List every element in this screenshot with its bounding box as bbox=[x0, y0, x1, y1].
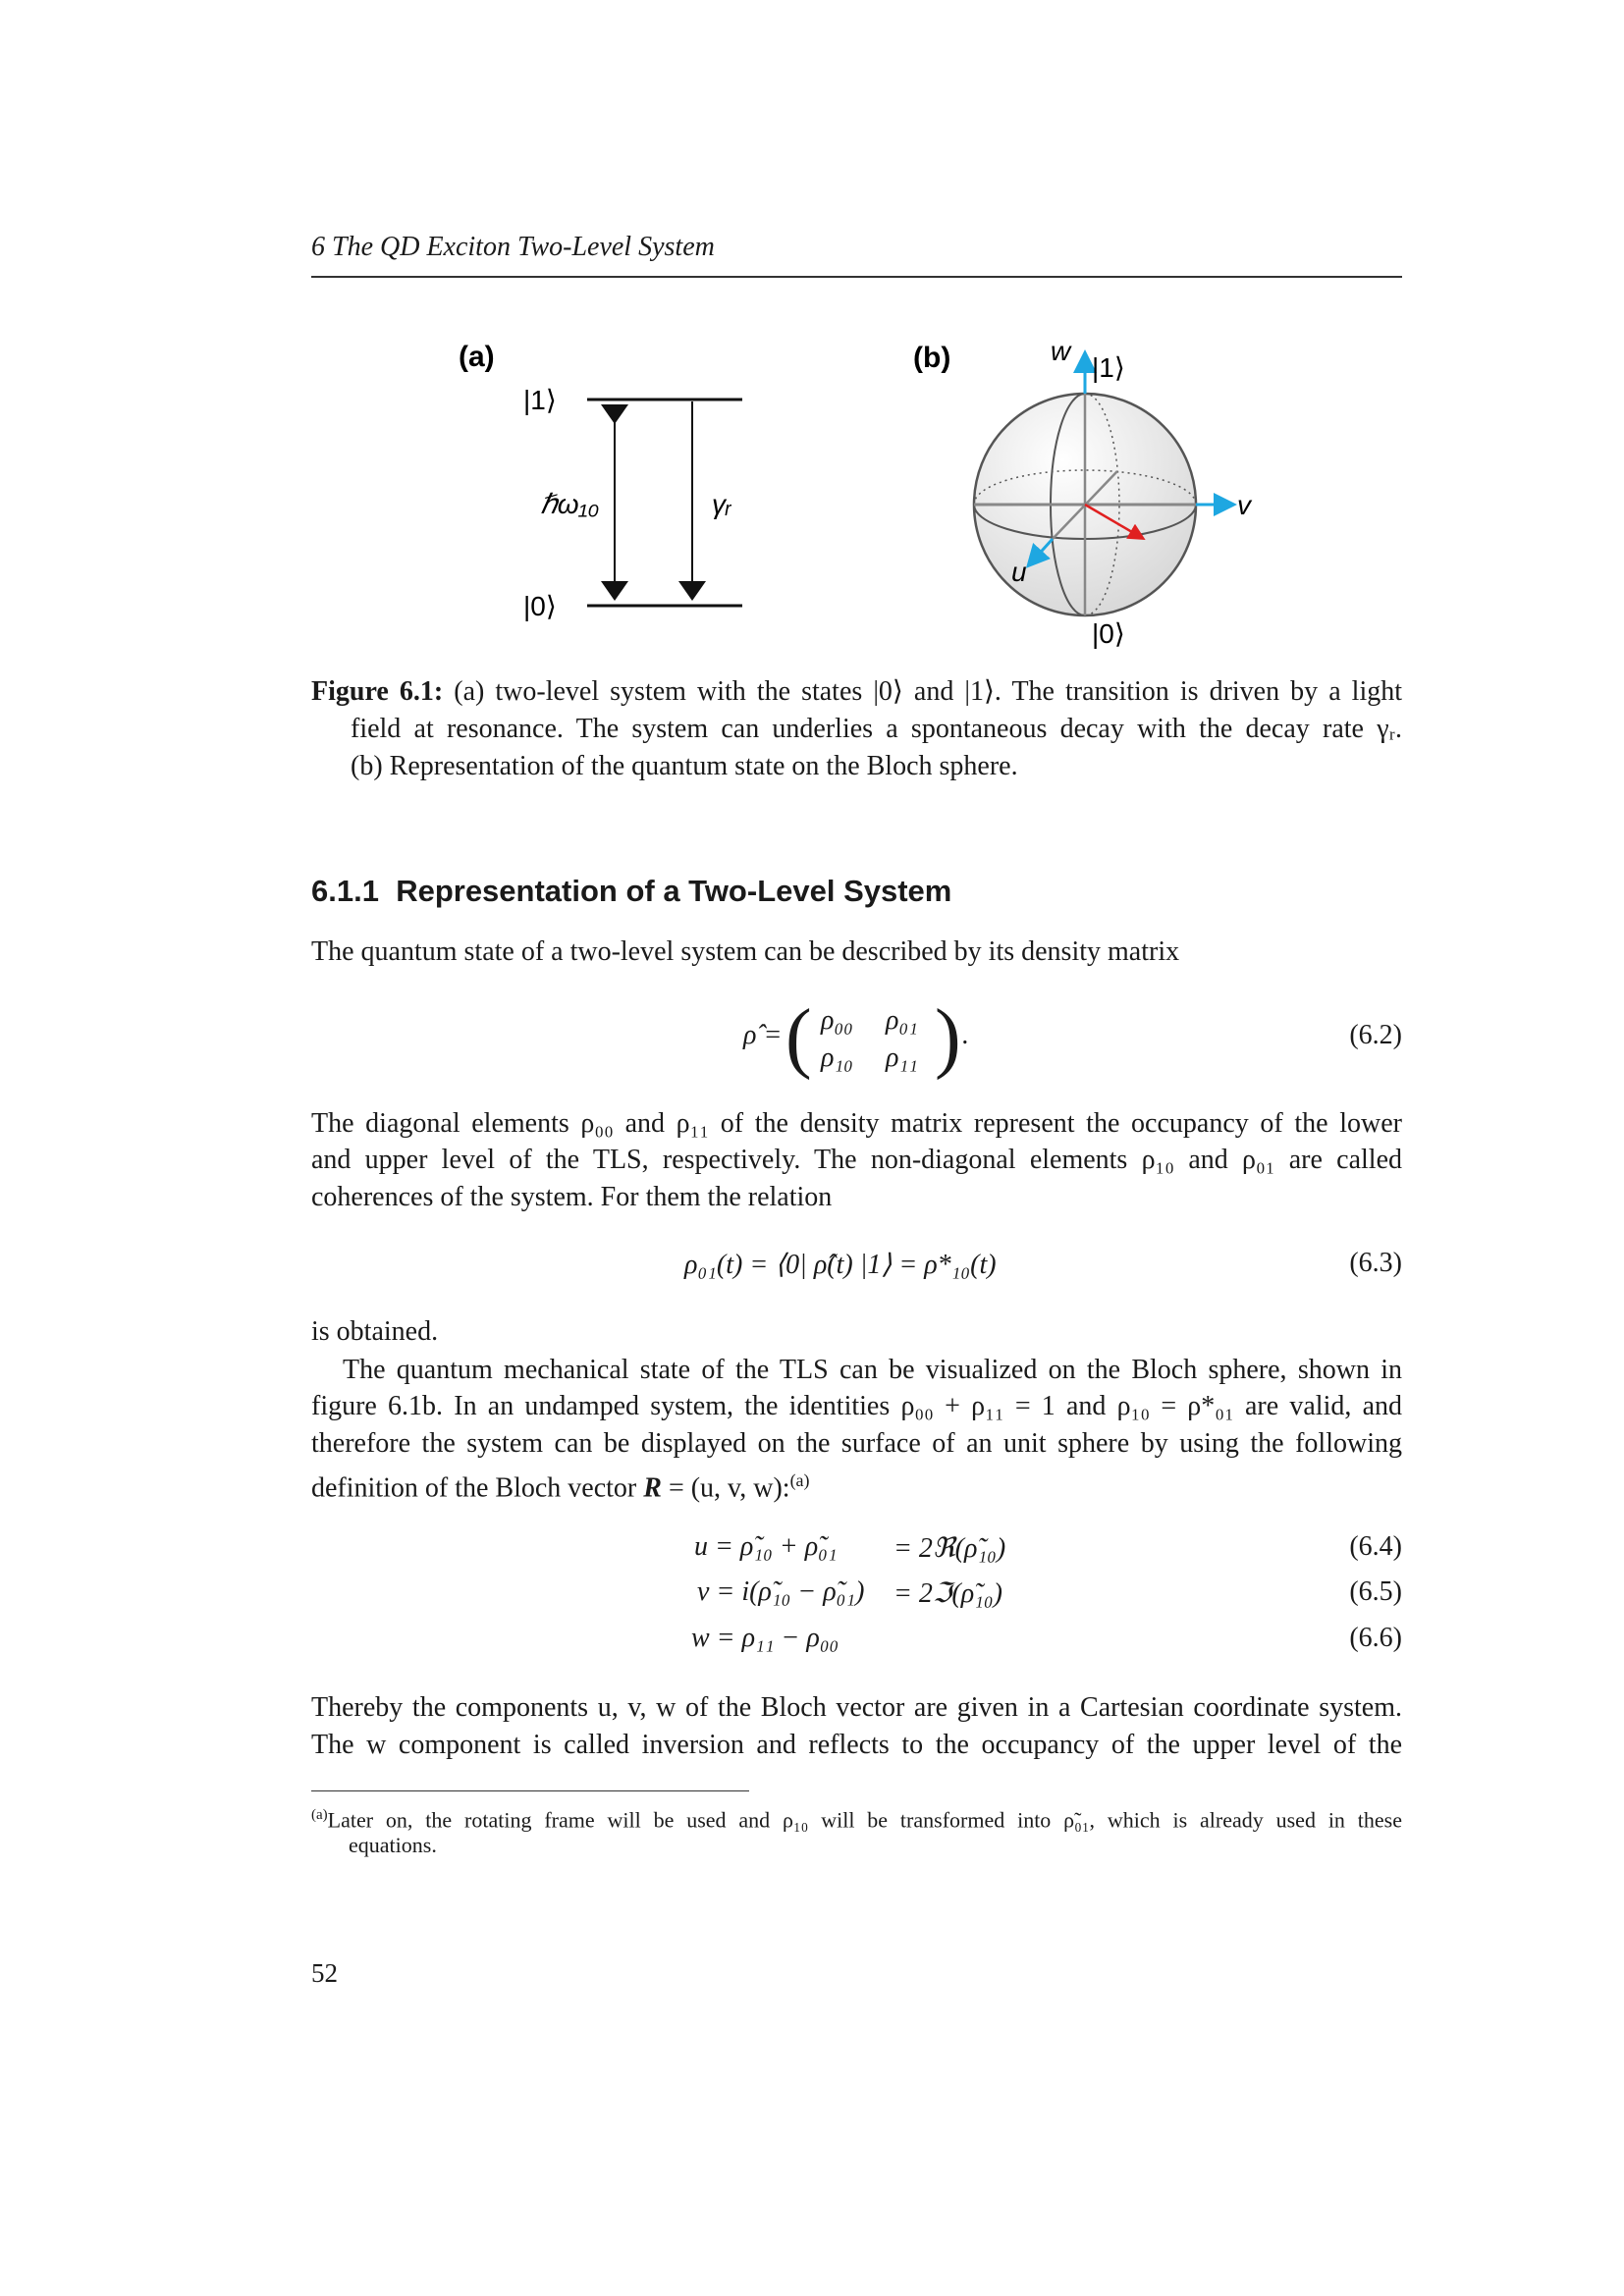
paragraph-line: The w component is called inversion and reflects to the occupancy of the upper level of the bbox=[311, 1730, 1402, 1760]
equation-period: . bbox=[962, 1020, 969, 1050]
caption-line: field at resonance. The system can underlies a spontaneous decay with the decay rate γᵣ. bbox=[351, 714, 1402, 744]
panel-b-label: (b) bbox=[913, 342, 951, 374]
paragraph-line: definition of the Bloch vector R = (u, v, w):$^{(a)}$ bbox=[311, 1470, 810, 1504]
sphere-state-1-label: |1⟩ bbox=[1092, 352, 1125, 383]
equation-number: (6.3) bbox=[1349, 1248, 1402, 1278]
footnote-rule bbox=[311, 1790, 749, 1791]
equation-6-6: w = ρ₁₁ − ρ₀₀ bbox=[691, 1623, 839, 1653]
paragraph-line: therefore the system can be displayed on the surface of an unit sphere by using the following bbox=[311, 1428, 1402, 1459]
header-rule bbox=[311, 276, 1402, 278]
caption-line: (a) two-level system with the states |0⟩ and |1⟩. The transition is driven by a light bbox=[454, 676, 1403, 707]
matrix-entry: ρ₀₁ bbox=[886, 1005, 918, 1036]
footnote-line: equations. bbox=[349, 1833, 437, 1857]
state-0-label: |0⟩ bbox=[523, 591, 557, 621]
paragraph-line: Thereby the components u, v, w of the Bloch vector are given in a Cartesian coordinate system. bbox=[311, 1692, 1402, 1723]
matrix-paren-left: ( bbox=[785, 994, 812, 1081]
panel-b-bloch-sphere bbox=[913, 336, 1253, 649]
equation-6-5-lhs: v = i(ρ̃₁₀ − ρ̃₀₁) bbox=[697, 1576, 865, 1607]
equation-6-4-lhs: u = ρ̃₁₀ + ρ̃₀₁ bbox=[694, 1531, 838, 1562]
footnote: $^{(a)}$Later on, the rotating frame will be used and ρ₁₀ will be transformed into ρ̃₀₁, which is already used in these bbox=[311, 1807, 1402, 1833]
page-number: 52 bbox=[311, 1958, 338, 1988]
sphere-state-0-label: |0⟩ bbox=[1092, 618, 1125, 649]
matrix-entry: ρ₁₀ bbox=[821, 1042, 853, 1073]
v-axis-label: v bbox=[1237, 490, 1251, 520]
caption-label: Figure 6.1: bbox=[311, 676, 444, 707]
paragraph-line: figure 6.1b. In an undamped system, the identities ρ₀₀ + ρ₁₁ = 1 and ρ₁₀ = ρ*₀₁ are valid, and bbox=[311, 1391, 1402, 1421]
state-1-label: |1⟩ bbox=[523, 385, 557, 415]
footnote-reference[interactable]: (a) bbox=[789, 1470, 810, 1490]
equation-number: (6.2) bbox=[1349, 1020, 1402, 1050]
equation-number: (6.4) bbox=[1349, 1531, 1402, 1562]
w-axis-label: w bbox=[1051, 336, 1071, 366]
paragraph-line: and upper level of the TLS, respectively. The non-diagonal elements ρ₁₀ and ρ₀₁ are called bbox=[311, 1145, 1402, 1175]
paragraph-line: The diagonal elements ρ₀₀ and ρ₁₁ of the density matrix represent the occupancy of the lower bbox=[311, 1108, 1402, 1139]
equation-number: (6.5) bbox=[1349, 1576, 1402, 1607]
paragraph-line: is obtained. bbox=[311, 1316, 439, 1347]
paragraph-line: The quantum mechanical state of the TLS can be visualized on the Bloch sphere, shown in bbox=[343, 1355, 1402, 1385]
paragraph-line: The quantum state of a two-level system can be described by its density matrix bbox=[311, 936, 1180, 967]
matrix-paren-right: ) bbox=[935, 994, 961, 1081]
equation-6-5-rhs: = 2ℑ(ρ̃₁₀) bbox=[893, 1578, 1002, 1609]
paragraph-line: coherences of the system. For them the relation bbox=[311, 1182, 833, 1212]
running-header: 6 The QD Exciton Two-Level System bbox=[311, 232, 715, 262]
matrix-entry: ρ₁₁ bbox=[886, 1042, 918, 1073]
matrix-entry: ρ₀₀ bbox=[821, 1005, 853, 1036]
equation-6-3: ρ₀₁(t) = ⟨0| ρ̂(t) |1⟩ = ρ*₁₀(t) bbox=[684, 1250, 997, 1280]
panel-a-label: (a) bbox=[459, 341, 495, 373]
equation-number: (6.6) bbox=[1349, 1623, 1402, 1653]
panel-a-level-diagram bbox=[459, 341, 742, 621]
decay-rate-label: γᵣ bbox=[712, 489, 731, 519]
u-axis-label: u bbox=[1011, 557, 1027, 587]
section-heading: 6.1.1 Representation of a Two-Level System bbox=[311, 874, 952, 908]
equation-6-2-lhs: ρ̂ = bbox=[743, 1020, 783, 1050]
figure-6-1 bbox=[0, 324, 1624, 658]
caption-line: (b) Representation of the quantum state on the Bloch sphere. bbox=[351, 751, 1018, 781]
equation-6-4-rhs: = 2ℜ(ρ̃₁₀) bbox=[893, 1533, 1006, 1564]
energy-label: ℏω₁₀ bbox=[540, 489, 600, 519]
